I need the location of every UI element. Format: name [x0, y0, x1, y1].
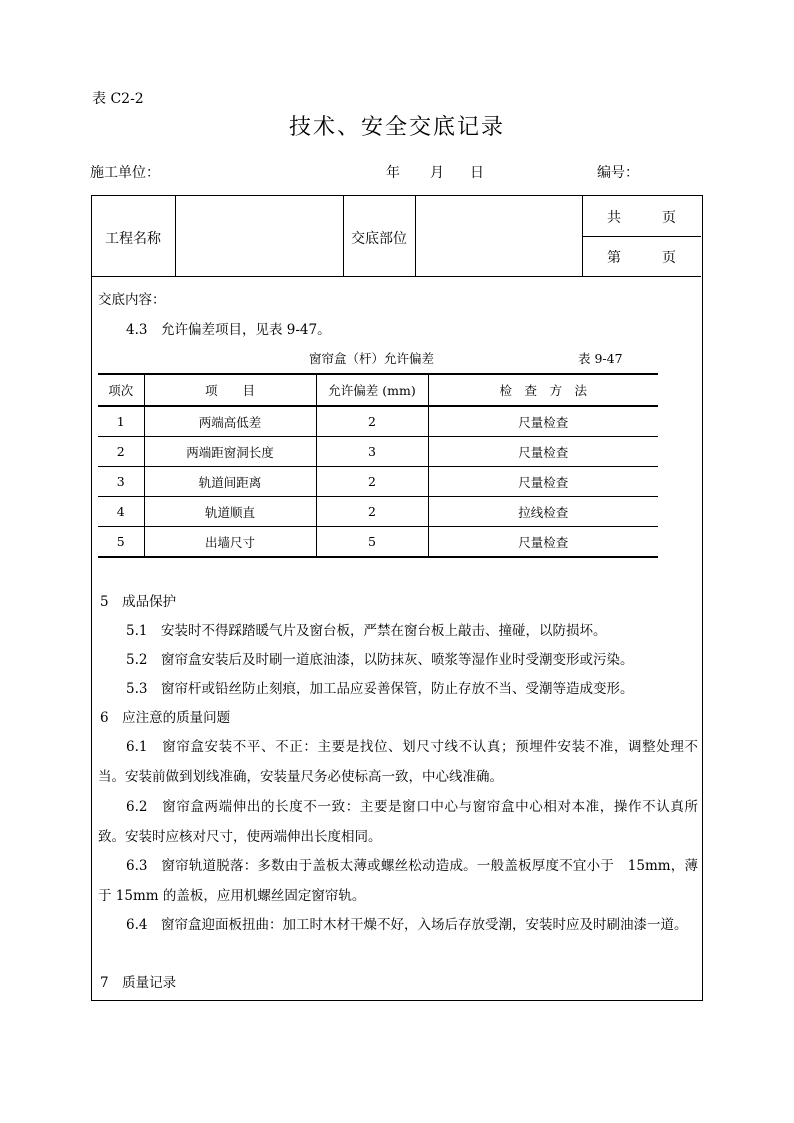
divider — [343, 196, 344, 276]
table-cell: 尺量检查 — [428, 467, 658, 497]
table-caption: 窗帘盒（杆）允许偏差 — [309, 351, 435, 366]
project-name-label: 工程名称 — [105, 231, 161, 247]
month-label: 月 — [430, 165, 444, 181]
table-cell: 尺量检查 — [428, 527, 658, 558]
intro-text: 4.3 允许偏差项目，见表 9-47。 — [126, 322, 331, 338]
column-header: 允许偏差 (mm) — [316, 374, 428, 406]
paragraph-6-3: 6.3 窗帘轨道脱落：多数由于盖板太薄或螺丝松动造成。一般盖板厚度不宜小于 15mm，薄于 15mm 的盖板，应用机螺丝固定窗帘轨。 — [98, 858, 698, 904]
paragraph-5-3: 5.3 窗帘杆或铅丝防止刻痕，加工品应妥善保管，防止存放不当、受潮等造成变形。 — [126, 681, 634, 697]
day-label: 日 — [470, 165, 484, 181]
table-cell: 5 — [98, 527, 144, 558]
total-pages-prefix: 共 — [607, 210, 621, 226]
record-number-label: 编号： — [597, 165, 639, 181]
table-row — [98, 527, 658, 558]
table-header-row — [98, 374, 658, 406]
handover-part-label: 交底部位 — [351, 231, 407, 247]
table-cell: 3 — [316, 437, 428, 467]
table-row — [98, 406, 658, 437]
table-cell: 2 — [316, 406, 428, 437]
content-label: 交底内容： — [98, 292, 166, 308]
page-number-prefix: 第 — [607, 250, 621, 266]
table-cell: 两端高低差 — [144, 406, 316, 437]
table-cell: 5 — [316, 527, 428, 558]
table-cell: 尺量检查 — [428, 437, 658, 467]
paragraph-6-4: 6.4 窗帘盒迎面板扭曲：加工时木材干燥不好，入场后存放受潮，安装时应及时刷油漆一道。 — [126, 917, 688, 933]
table-cell: 拉线检查 — [428, 497, 658, 527]
section-6-title: 6 应注意的质量问题 — [100, 710, 231, 726]
construction-unit-label: 施工单位： — [90, 165, 160, 181]
divider — [415, 196, 416, 276]
table-row — [98, 497, 658, 527]
table-cell: 轨道顺直 — [144, 497, 316, 527]
table-cell: 出墙尺寸 — [144, 527, 316, 558]
table-row — [98, 467, 658, 497]
column-header: 项次 — [98, 374, 144, 406]
total-pages-suffix: 页 — [662, 210, 676, 226]
paragraph-5-1: 5.1 安装时不得踩踏暖气片及窗台板，严禁在窗台板上敲击、撞碰，以防损坏。 — [126, 623, 607, 639]
table-cell: 轨道间距离 — [144, 467, 316, 497]
page-title: 技术、安全交底记录 — [288, 115, 505, 140]
paragraph-5-2: 5.2 窗帘盒安装后及时刷一道底油漆，以防抹灰、喷浆等湿作业时受潮变形或污染。 — [126, 652, 634, 668]
table-cell: 1 — [98, 406, 144, 437]
column-header: 检 查 方 法 — [428, 374, 658, 406]
paragraph-6-1: 6.1 窗帘盒安装不平、不正：主要是找位、划尺寸线不认真；预埋件安装不准，调整处理不当。安装前做到划线准确，安装量尺务必使标高一致，中心线准确。 — [98, 739, 698, 785]
divider — [582, 236, 701, 237]
section-7-title: 7 质量记录 — [100, 975, 177, 991]
table-cell: 2 — [316, 497, 428, 527]
info-row-divider — [92, 276, 701, 277]
section-5-title: 5 成品保护 — [100, 594, 177, 610]
paragraph-6-2: 6.2 窗帘盒两端伸出的长度不一致：主要是窗口中心与窗帘盒中心相对本准，操作不认真所致。安装时应核对尺寸，使两端伸出长度相同。 — [98, 799, 698, 845]
table-cell: 尺量检查 — [428, 406, 658, 437]
table-number: 表 9-47 — [578, 351, 623, 366]
table-cell: 4 — [98, 497, 144, 527]
table-row — [98, 437, 658, 467]
year-label: 年 — [386, 165, 400, 181]
table-cell: 3 — [98, 467, 144, 497]
form-code: 表 C2-2 — [92, 91, 144, 107]
divider — [175, 196, 176, 276]
table-cell: 2 — [316, 467, 428, 497]
column-header: 项 目 — [144, 374, 316, 406]
table-cell: 两端距窗洞长度 — [144, 437, 316, 467]
deviation-table — [98, 373, 658, 558]
table-cell: 2 — [98, 437, 144, 467]
page-number-suffix: 页 — [662, 250, 676, 266]
